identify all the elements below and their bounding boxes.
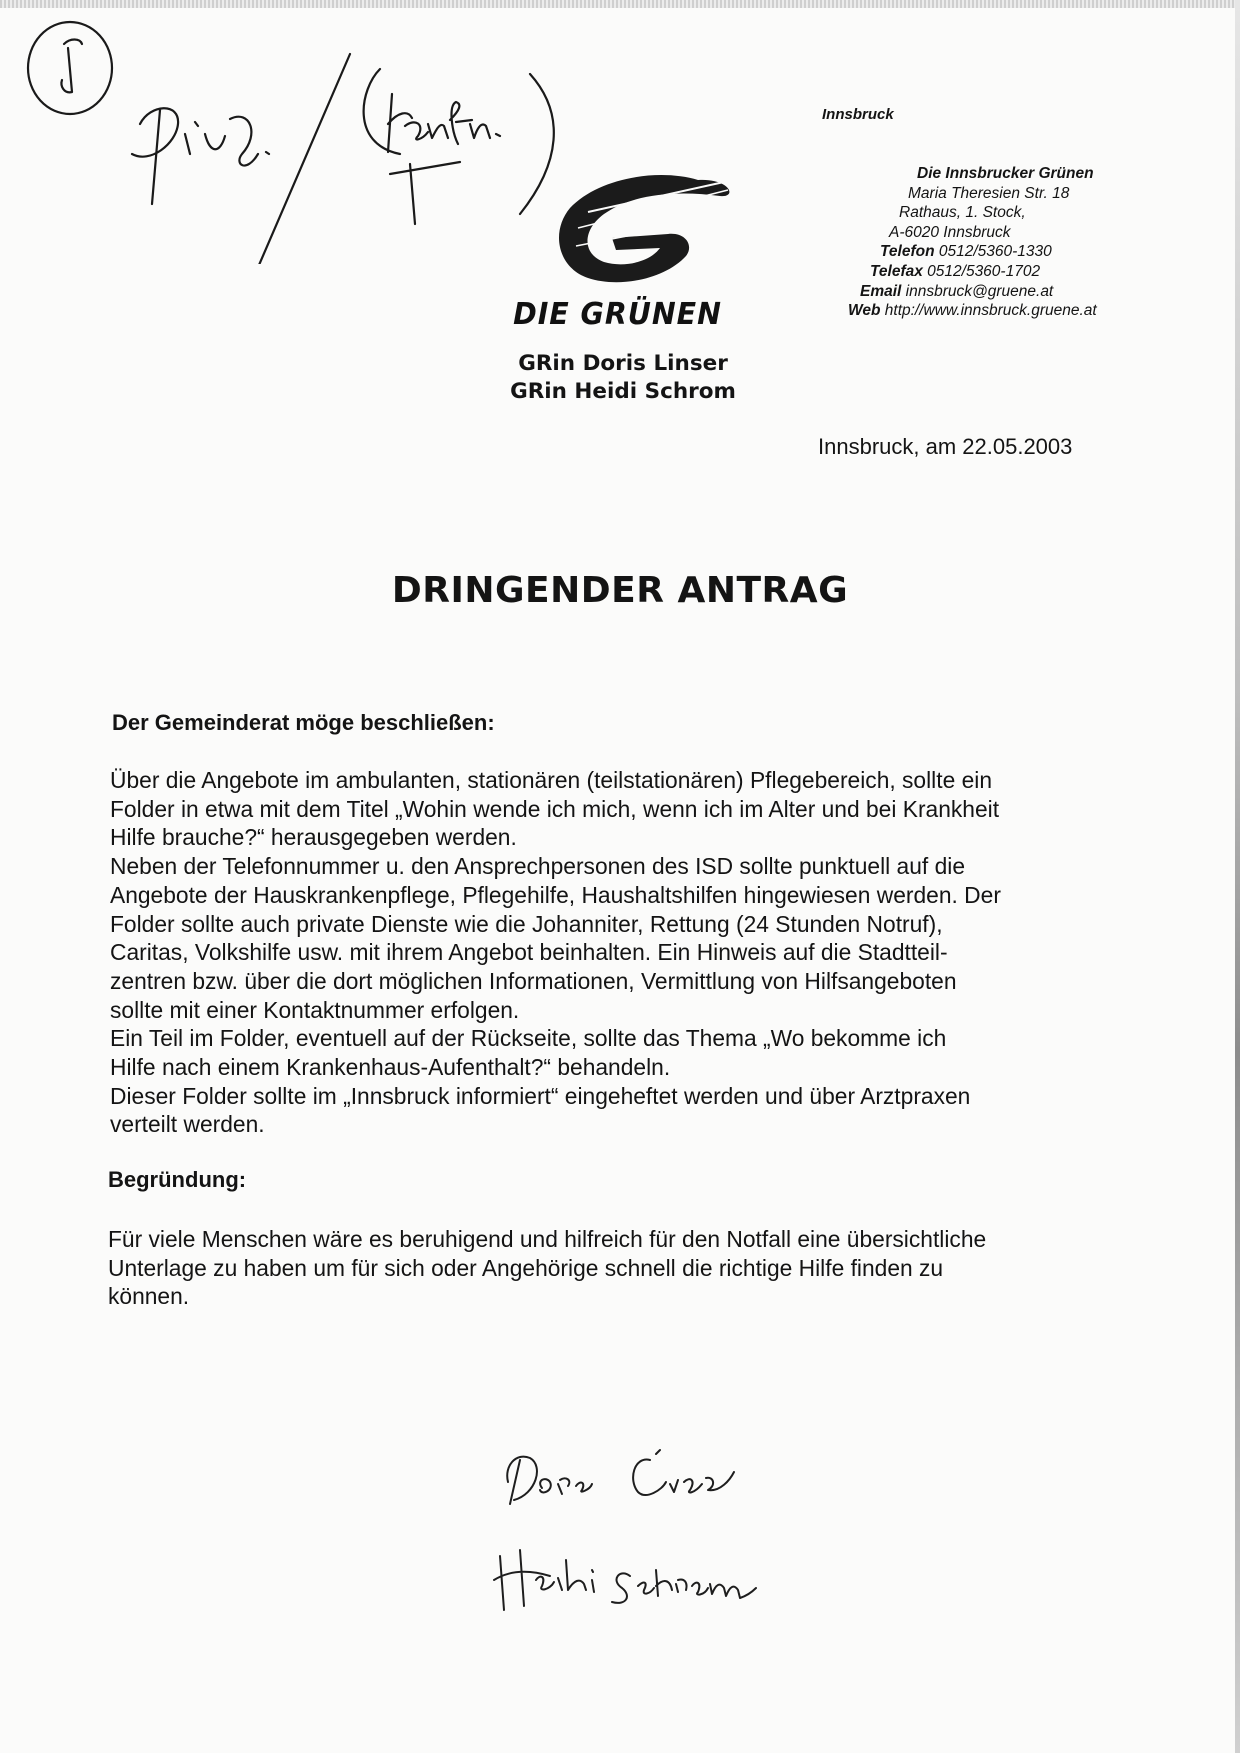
- phone-label: Telefon: [880, 243, 935, 261]
- reason-line: können.: [108, 1283, 190, 1310]
- author-1: GRin Doris Linser: [518, 351, 728, 376]
- resolution-line: verteilt werden.: [110, 1111, 265, 1138]
- handwritten-annotation: [20, 14, 560, 264]
- email-value: innsbruck@gruene.at: [905, 282, 1054, 300]
- reason-line: Für viele Menschen wäre es beruhigend und hilfreich für den Notfall eine übersichtliche: [108, 1226, 987, 1252]
- reason-heading: Begründung:: [108, 1167, 247, 1192]
- signature-schrom: [612, 1570, 756, 1603]
- email-row: [760, 282, 1120, 302]
- reason-paragraph: [108, 1225, 1138, 1311]
- document-title: DRINGENDER ANTRAG: [391, 570, 849, 611]
- email-label: Email: [860, 282, 902, 300]
- resolution-line: Folder in etwa mit dem Titel „Wohin wende ich mich, wenn ich im Alter und bei Krankheit: [110, 795, 1000, 822]
- paren-left: [364, 69, 400, 154]
- address-city: A-6020 Innsbruck: [889, 223, 1011, 241]
- signature-doris: [507, 1457, 537, 1504]
- header-city-label: Innsbruck: [822, 106, 894, 123]
- fax-row: [760, 262, 1120, 282]
- scan-edge-right: [1235, 0, 1240, 1753]
- fax-label: Telefax: [870, 262, 923, 280]
- scribble-d: [132, 108, 178, 204]
- resolution-line: Hilfe nach einem Krankenhaus-Aufenthalt?“ behandeln.: [110, 1054, 671, 1081]
- address-building: Rathaus, 1. Stock,: [899, 204, 1026, 222]
- scan-edge-top: [0, 0, 1240, 8]
- cross-mark: [390, 162, 460, 224]
- authors-block: [468, 350, 778, 406]
- fax-value: 0512/5360-1702: [927, 262, 1041, 280]
- web-value: http://www.innsbruck.gruene.at: [884, 302, 1097, 320]
- document-date: Innsbruck, am 22.05.2003: [818, 434, 1073, 459]
- signature-heidi: [494, 1550, 594, 1610]
- resolution-line: Dieser Folder sollte im „Innsbruck informiert“ eingeheftet werden und über Arztpraxen: [110, 1082, 971, 1109]
- resolution-line: Ein Teil im Folder, eventuell auf der Rückseite, sollte das Thema „Wo bekomme ich: [110, 1025, 947, 1052]
- resolution-heading: Der Gemeinderat möge beschließen:: [112, 710, 495, 735]
- resolution-line: Über die Angebote im ambulanten, stationären (teilstationären) Pflegebereich, sollte ein: [110, 767, 993, 793]
- resolution-line: Neben der Telefonnummer u. den Ansprechpersonen des ISD sollte punktuell auf die: [110, 853, 966, 880]
- resolution-line: Hilfe brauche?“ herausgegeben werden.: [110, 824, 517, 851]
- resolution-line: Angebote der Hauskrankenpflege, Pflegehilfe, Haushaltshilfen hingewiesen werden. Der: [110, 881, 1001, 908]
- handwritten-signatures: [480, 1420, 800, 1620]
- phone-row: [760, 242, 1120, 262]
- scribble-word-2: [388, 94, 500, 152]
- circled-letter: [61, 40, 82, 93]
- gruene-logo-icon: [548, 168, 734, 288]
- slash-stroke: [256, 54, 350, 264]
- web-label: Web: [848, 302, 881, 320]
- sender-address-block: [760, 164, 1120, 321]
- signature-linser: [633, 1450, 734, 1495]
- resolution-line: Folder sollte auch private Dienste wie die Johanniter, Rettung (24 Stunden Notruf),: [110, 910, 943, 937]
- organization-name: Die Innsbrucker Grünen: [917, 165, 1094, 182]
- reason-line: Unterlage zu haben um für sich oder Angehörige schnell die richtige Hilfe finden zu: [108, 1254, 944, 1281]
- logo-wordmark: DIE GRÜNEN: [513, 297, 722, 332]
- address-street: Maria Theresien Str. 18: [908, 184, 1070, 202]
- phone-value: 0512/5360-1330: [938, 243, 1052, 261]
- resolution-line: sollte mit einer Kontaktnummer erfolgen.: [110, 996, 520, 1023]
- resolution-paragraph: [110, 766, 1140, 1139]
- author-2: GRin Heidi Schrom: [510, 379, 736, 404]
- scribble-word-1: [185, 117, 269, 166]
- web-row: [760, 301, 1120, 321]
- resolution-line: zentren bzw. über die dort möglichen Informationen, Vermittlung von Hilfsangeboten: [110, 967, 957, 994]
- resolution-line: Caritas, Volkshilfe usw. mit ihrem Angebot beinhalten. Ein Hinweis auf die Stadtteil-: [110, 939, 948, 966]
